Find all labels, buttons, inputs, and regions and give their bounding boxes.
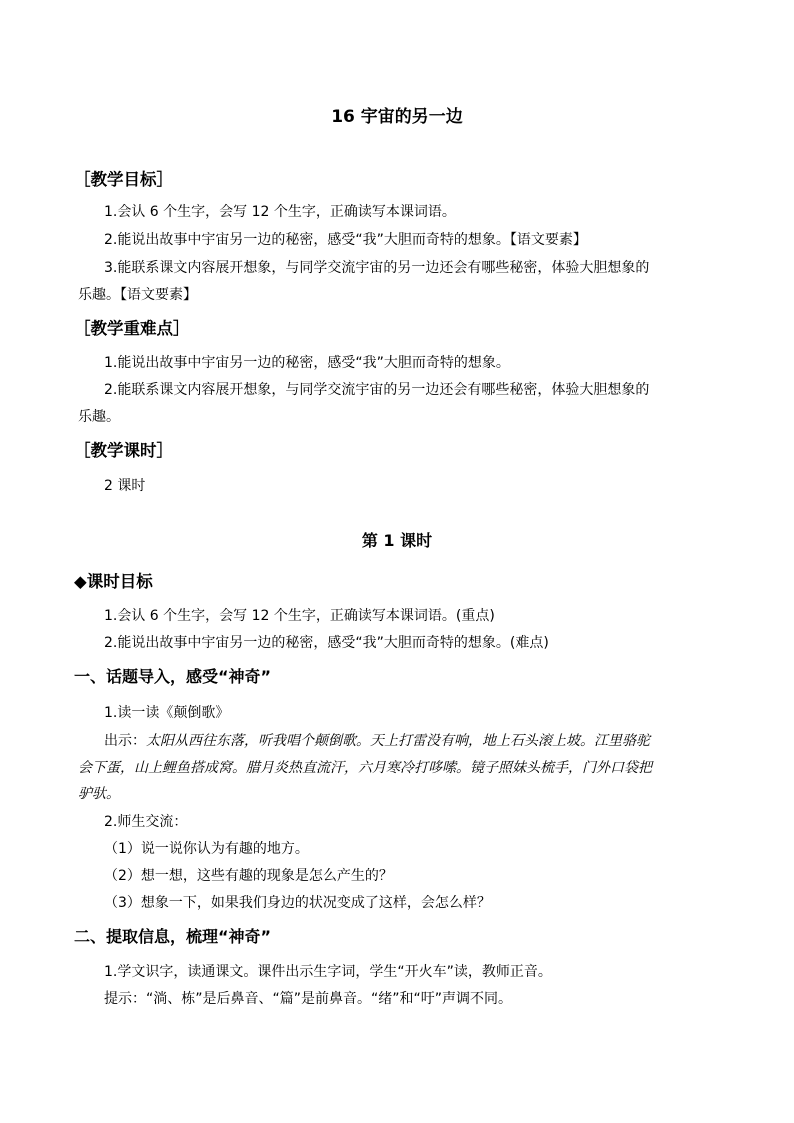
part-two-heading: 二、提取信息，梳理“神奇” [74, 927, 272, 946]
lesson-goals-heading: ◆课时目标 [74, 572, 153, 591]
poem-text: 太阳从西往东落，听我唱个颠倒歌。天上打雷没有响，地上石头滚上坡。江里骆驼 [146, 733, 650, 749]
goal-line: 2.能说出故事中宇宙另一边的秘密，感受“我”大胆而奇特的想象。【语文要素】 [104, 232, 587, 248]
question-line: （2）想一想，这些有趣的现象是怎么产生的？ [104, 868, 393, 884]
lesson-title: 第 1 课时 [361, 531, 433, 550]
part-two-line: 1.学文识字，读通课文。课件出示生字词，学生“开火车”读，教师正音。 [104, 964, 552, 980]
question-line: （3）想象一下，如果我们身边的状况变成了这样，会怎么样？ [104, 895, 491, 911]
read-instruction: 1.读一读《颠倒歌》 [104, 705, 230, 721]
goal-line: 乐趣。【语文要素】 [78, 287, 197, 303]
lesson-goal-line: 1.会认 6 个生字，会写 12 个生字，正确读写本课词语。(重点) [104, 608, 495, 624]
part-one-heading: 一、话题导入，感受“神奇” [74, 667, 272, 686]
section-heading-goals: ［教学目标］ [74, 170, 173, 189]
key-point-line: 2.能联系课文内容展开想象，与同学交流宇宙的另一边还会有哪些秘密，体验大胆想象的 [104, 382, 650, 398]
part-two-line: 提示：“淌、栋”是后鼻音、“篇”是前鼻音。“绪”和“吁”声调不同。 [104, 991, 513, 1007]
page-title: 16 宇宙的另一边 [331, 107, 463, 127]
poem-line-3: 驴驮。 [78, 786, 120, 802]
poem-line-1 [104, 731, 650, 751]
show-label: 出示： [104, 733, 146, 749]
section-heading-hours: ［教学课时］ [74, 441, 173, 460]
goal-line: 1.会认 6 个生字，会写 12 个生字，正确读写本课词语。 [104, 204, 456, 220]
section-heading-key-points: ［教学重难点］ [74, 319, 190, 338]
poem-line-2: 会下蛋，山上鲤鱼搭成窝。腊月炎热直流汗，六月寒冷打哆嗦。镜子照妹头梳手，门外口袋把 [78, 760, 652, 776]
goal-line: 3.能联系课文内容展开想象，与同学交流宇宙的另一边还会有哪些秘密，体验大胆想象的 [104, 260, 650, 276]
exchange-instruction: 2.师生交流： [104, 814, 188, 830]
question-line: （1）说一说你认为有趣的地方。 [104, 841, 309, 857]
key-point-line: 1.能说出故事中宇宙另一边的秘密，感受“我”大胆而奇特的想象。 [104, 355, 510, 371]
lesson-goal-line: 2.能说出故事中宇宙另一边的秘密，感受“我”大胆而奇特的想象。(难点) [104, 635, 549, 651]
key-point-line: 乐趣。 [78, 409, 120, 425]
hours-value: 2 课时 [104, 478, 146, 494]
